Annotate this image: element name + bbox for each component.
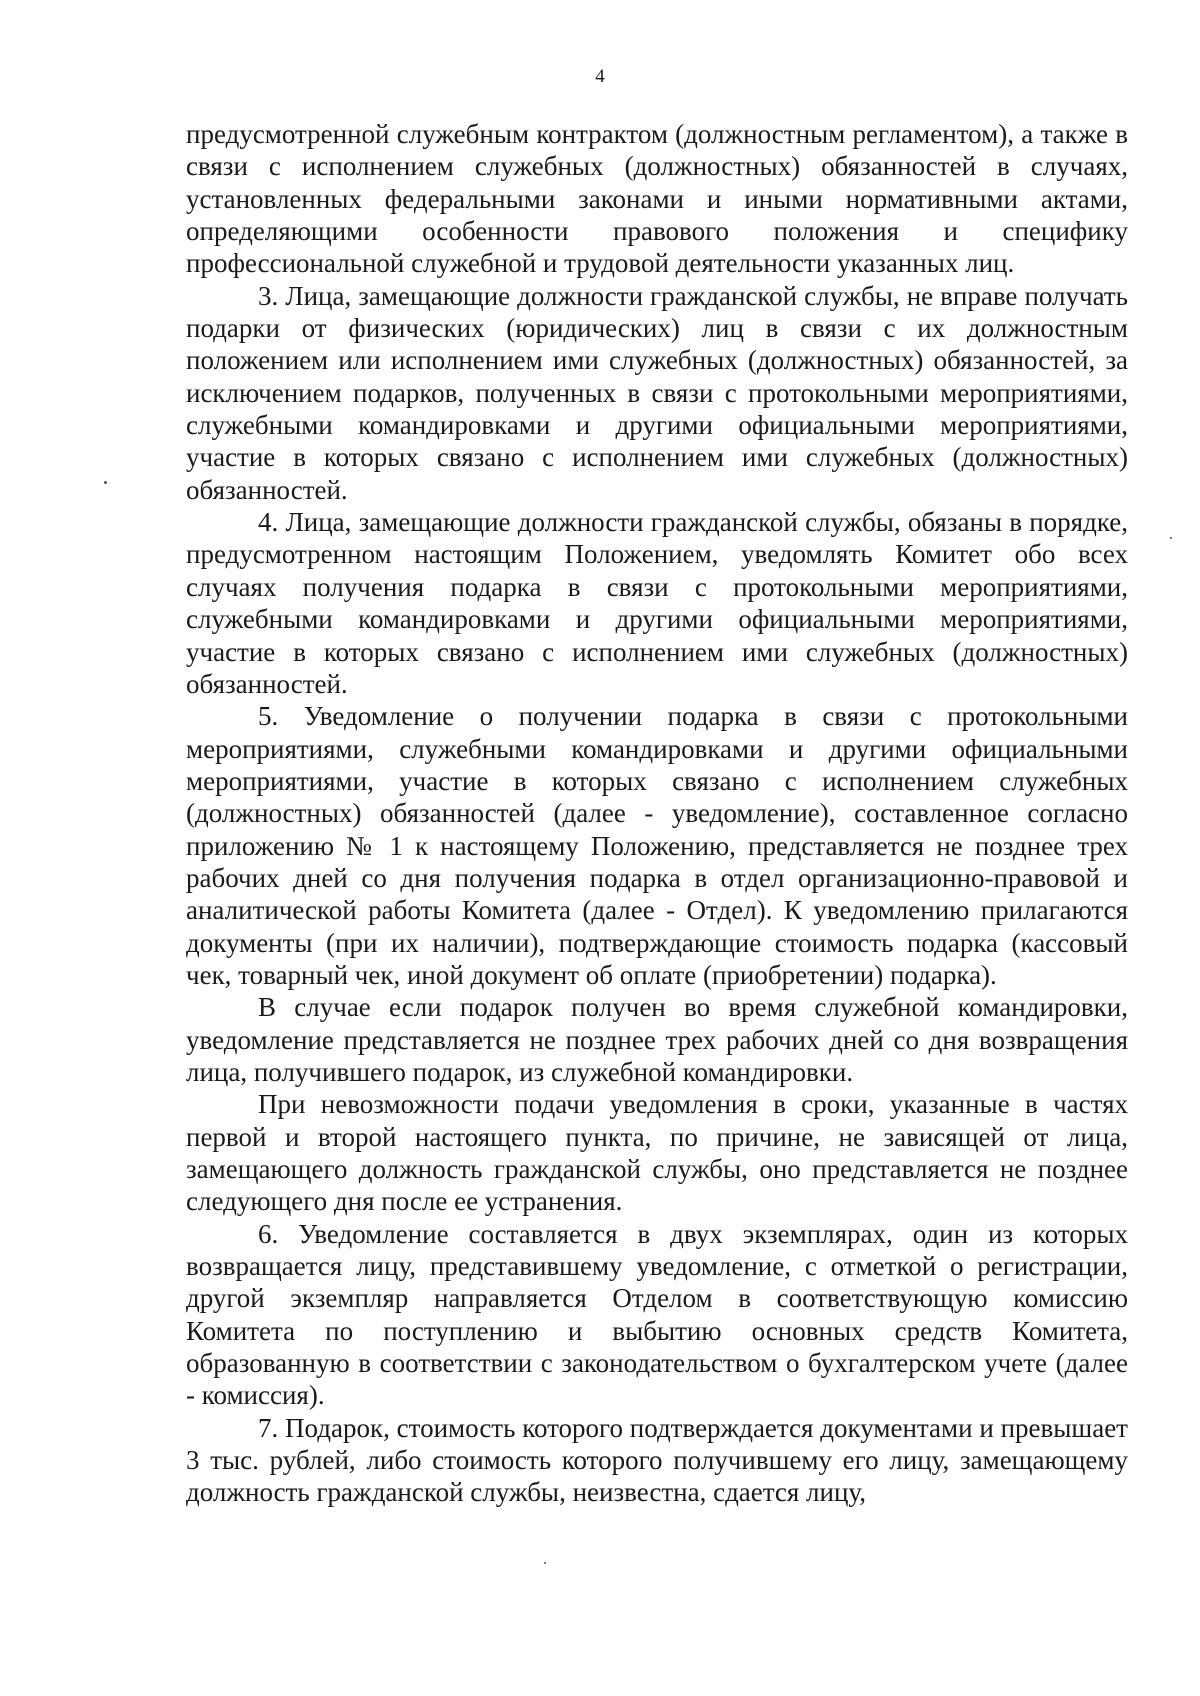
page-number: 4 — [595, 66, 605, 87]
paragraph-item-5-part-2: В случае если подарок получен во время служебной командировки, уведомление представляется не позднее трех рабочих дней со дня возвращения лица, получившего подарок, из служебной командировки. — [186, 992, 1128, 1087]
paragraph-item-7: 7. Подарок, стоимость которого подтверждается документами и превышает 3 тыс. рублей, либо стоимость которого получившему его лицу, замещающему должность гражданской службы, неизвестна, сдается лицу, — [186, 1412, 1128, 1508]
paragraph-item-3: 3. Лица, замещающие должности гражданской службы, не вправе получать подарки от физических (юридических) лиц в связи с их должностным положением или исполнением ими служебных (должностных) обязанностей, за исключением подарков, полученных в связи с протокольными мероприятиями, служебными командировками и другими официальными мероприятиями, участие в которых связано с исполнением ими служебных (должностных) обязанностей. — [186, 280, 1128, 505]
scan-speck — [104, 481, 107, 484]
paragraph-continuation: предусмотренной служебным контрактом (должностным регламентом), а также в связи с исполнением служебных (должностных) обязанностей в случаях, установленных федеральными законами и иными нормативными актами, определяющими особенности правового положения и специфику профессиональной служебной и трудовой деятельности указанных лиц. — [186, 119, 1128, 279]
paragraph-item-6: 6. Уведомление составляется в двух экземплярах, один из которых возвращается лицу, представившему уведомление, с отметкой о регистрации, другой экземпляр направляется Отделом в соответствующую комиссию Комитета по поступлению и выбытию основных средств Комитета, образованную в соответствии с законодательством о бухгалтерском учете (далее - комиссия). — [186, 1218, 1128, 1411]
paragraph-item-5: 5. Уведомление о получении подарка в связи с протокольными мероприятиями, служебными командировками и другими официальными мероприятиями, участие в которых связано с исполнением служебных (должностных) обязанностей (далее - уведомление), составленное согласно приложению № 1 к настоящему Положению, представляется не позднее трех рабочих дней со дня получения подарка в отдел организационно-правовой и аналитической работы Комитета (далее - Отдел). К уведомлению прилагаются документы (при их наличии), подтверждающие стоимость подарка (кассовый чек, товарный чек, иной документ об оплате (приобретении) подарка). — [186, 701, 1128, 990]
paragraph-item-4: 4. Лица, замещающие должности гражданской службы, обязаны в порядке, предусмотренном настоящим Положением, уведомлять Комитет обо всех случаях получения подарка в связи с протокольными мероприятиями, служебными командировками и другими официальными мероприятиями, участие в которых связано с исполнением ими служебных (должностных) обязанностей. — [186, 507, 1128, 699]
paragraph-item-5-part-3: При невозможности подачи уведомления в сроки, указанные в частях первой и второй настоящего пункта, по причине, не зависящей от лица, замещающего должность гражданской службы, оно представляется не позднее следующего дня после ее устранения. — [186, 1089, 1128, 1217]
document-body — [186, 118, 1128, 1509]
scan-speck — [544, 1562, 546, 1564]
scan-speck — [1170, 537, 1172, 539]
